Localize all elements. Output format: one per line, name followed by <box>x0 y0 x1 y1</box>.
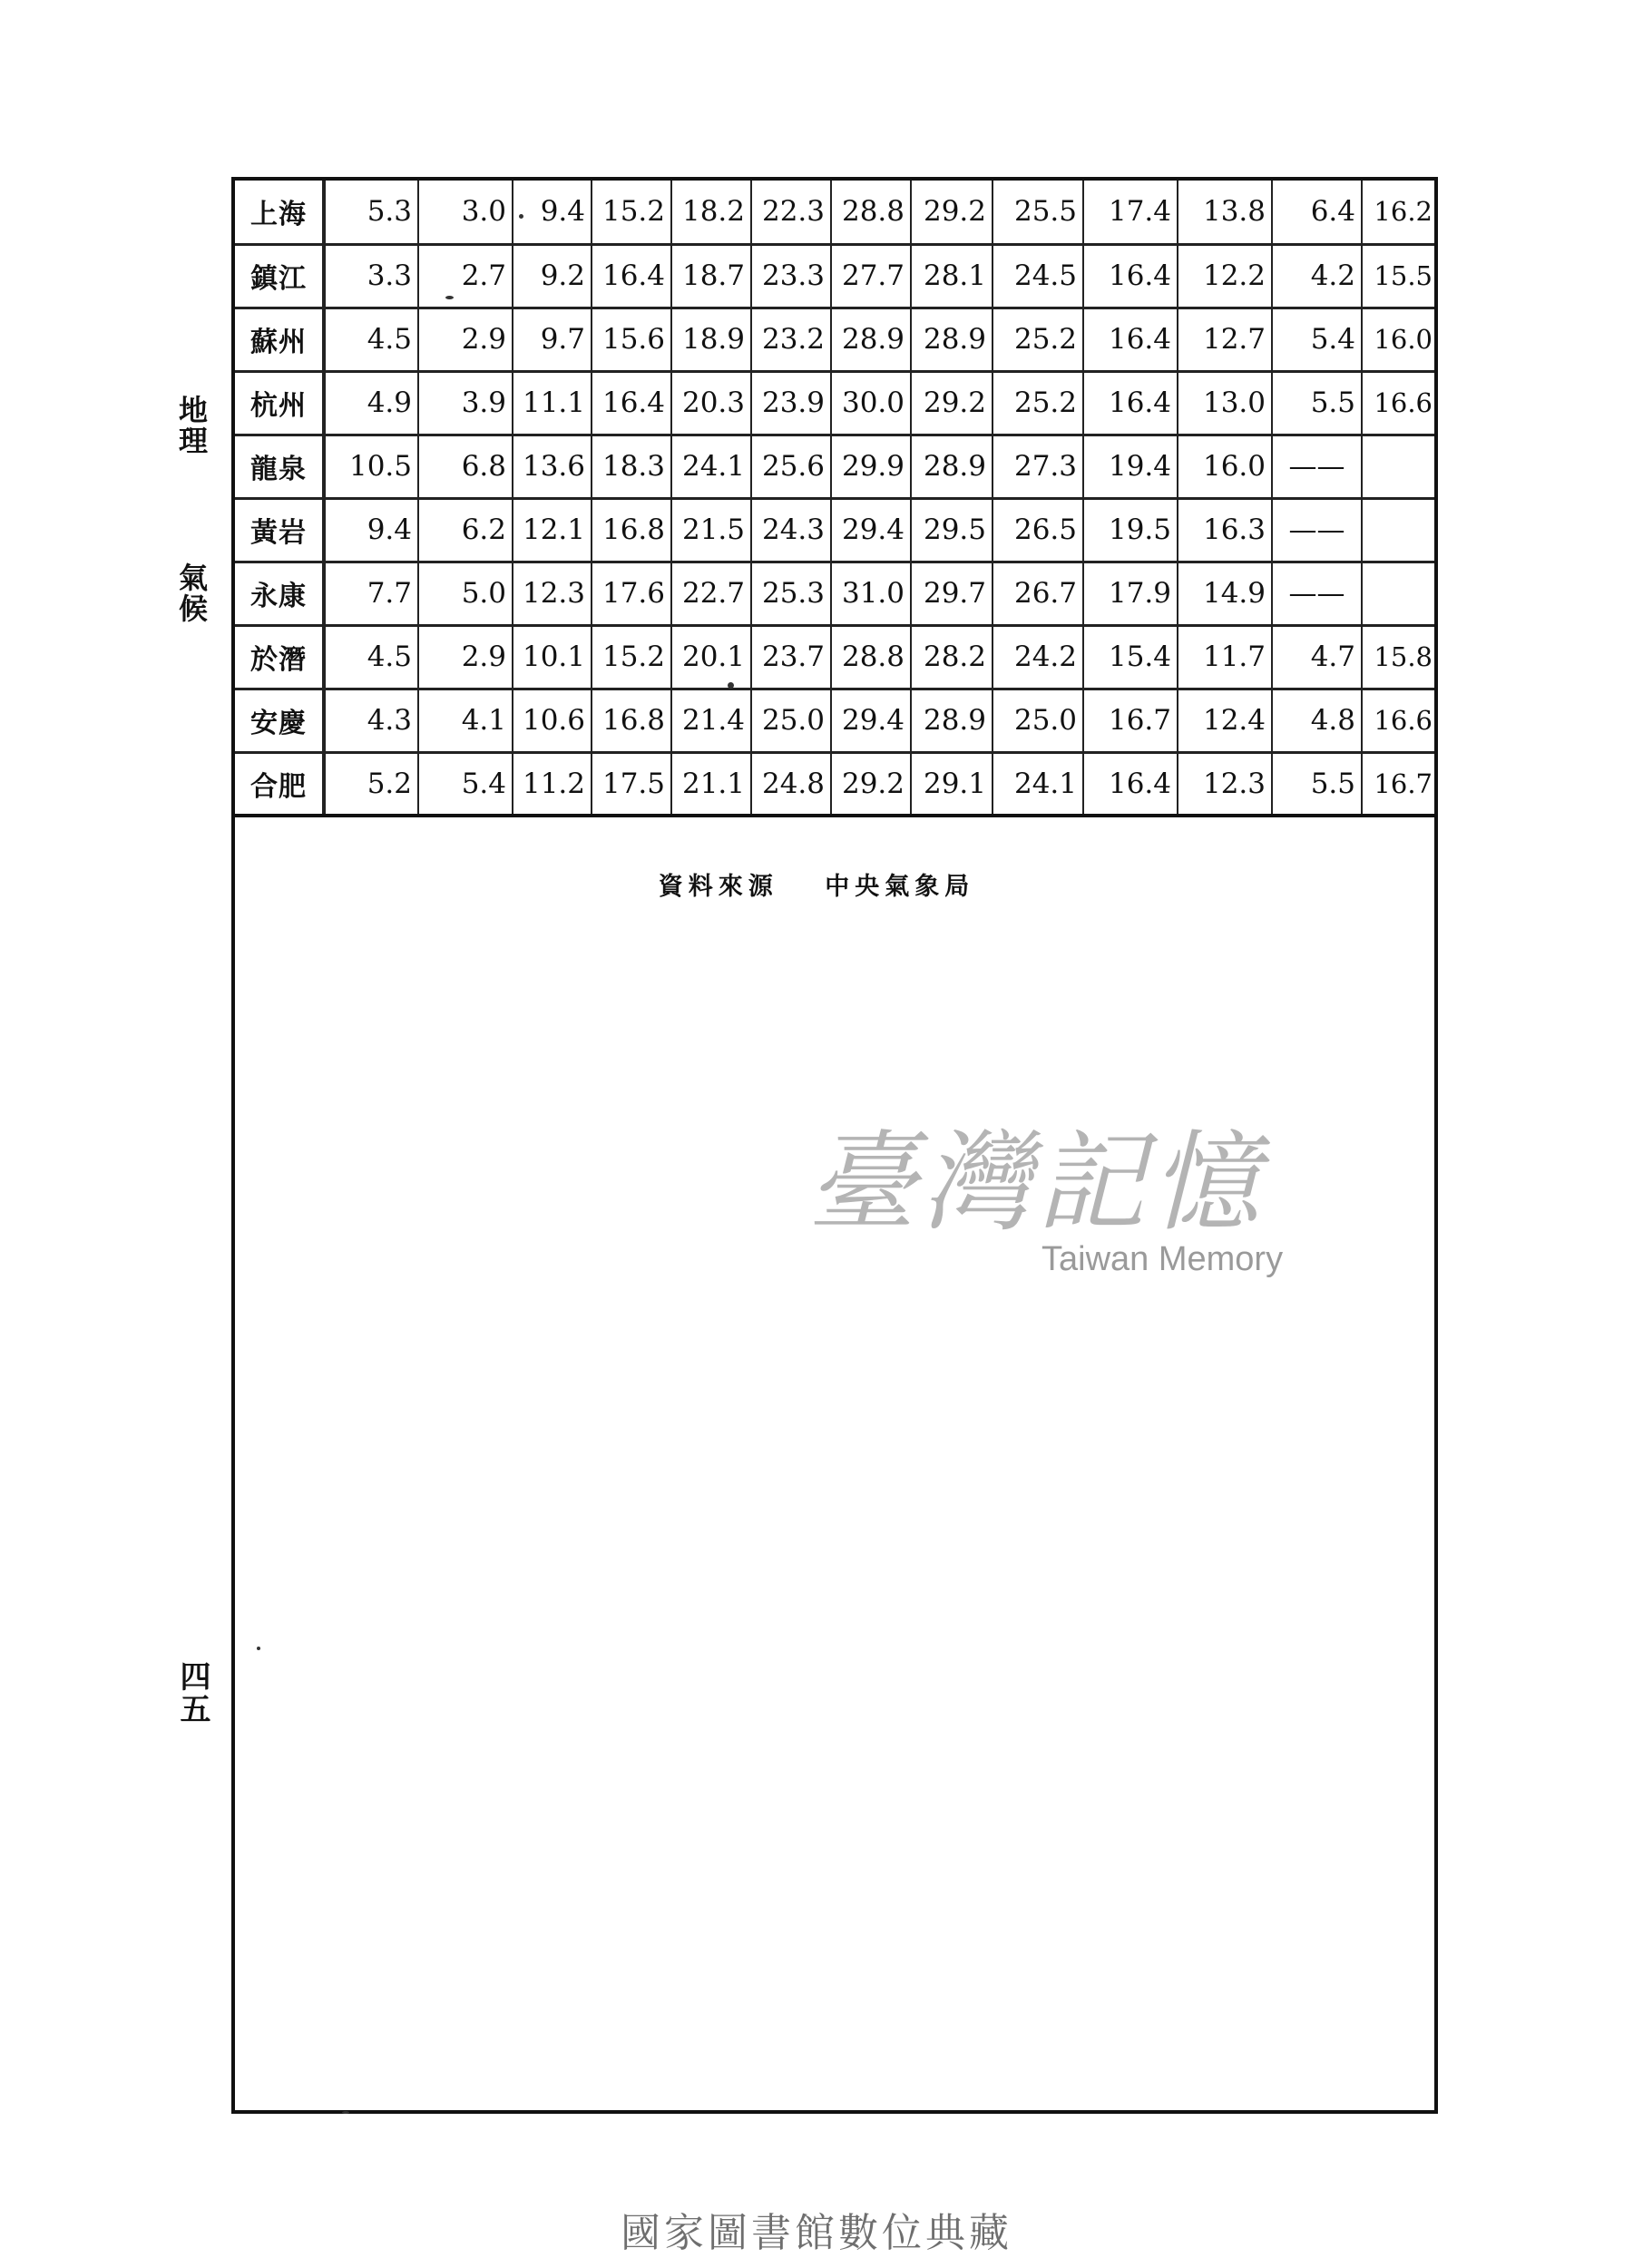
value-cell: 15.6 <box>592 308 671 371</box>
value-cell: 16.4 <box>592 244 671 308</box>
value-cell: 5.4 <box>418 752 513 816</box>
value-cell: 15.2 <box>592 625 671 689</box>
value-cell: 9.2 <box>513 244 592 308</box>
value-cell: 12.2 <box>1178 244 1272 308</box>
value-cell: 16.0 <box>1362 308 1434 371</box>
value-cell: 28.1 <box>911 244 993 308</box>
margin-section-title: 氣候 <box>174 562 209 624</box>
value-cell: 30.0 <box>831 371 911 435</box>
page-number: 四五 <box>174 1660 210 1725</box>
value-cell: 12.3 <box>1178 752 1272 816</box>
margin-book-title: 地理 <box>174 395 209 456</box>
value-cell: 10.5 <box>324 435 418 498</box>
value-cell: 31.0 <box>831 562 911 625</box>
value-cell: 13.6 <box>513 435 592 498</box>
value-cell: 24.5 <box>993 244 1083 308</box>
value-cell: 23.2 <box>751 308 831 371</box>
data-source-line <box>0 866 1633 902</box>
table-row <box>235 308 1434 371</box>
table-row <box>235 435 1434 498</box>
value-cell: 24.1 <box>671 435 751 498</box>
value-cell: 4.1 <box>418 689 513 752</box>
value-cell: 24.2 <box>993 625 1083 689</box>
value-cell: 14.9 <box>1178 562 1272 625</box>
value-cell: 23.9 <box>751 371 831 435</box>
value-cell: 21.5 <box>671 498 751 562</box>
table-row <box>235 371 1434 435</box>
value-cell <box>1362 498 1434 562</box>
value-cell <box>1362 435 1434 498</box>
value-cell: 25.6 <box>751 435 831 498</box>
value-cell: 21.1 <box>671 752 751 816</box>
value-cell: 4.7 <box>1272 625 1362 689</box>
value-cell: 25.3 <box>751 562 831 625</box>
value-cell: 2.7 <box>418 244 513 308</box>
value-cell: 13.8 <box>1178 181 1272 244</box>
value-cell: 24.3 <box>751 498 831 562</box>
table-row <box>235 244 1434 308</box>
value-cell: 16.6 <box>1362 689 1434 752</box>
value-cell <box>1362 562 1434 625</box>
value-cell: 4.3 <box>324 689 418 752</box>
value-cell: 28.9 <box>911 308 993 371</box>
value-cell: 15.5 <box>1362 244 1434 308</box>
value-cell: 4.5 <box>324 625 418 689</box>
value-cell: 24.8 <box>751 752 831 816</box>
value-cell: 6.4 <box>1272 181 1362 244</box>
value-cell: 20.1 <box>671 625 751 689</box>
value-cell: 19.4 <box>1083 435 1178 498</box>
value-cell: 25.2 <box>993 371 1083 435</box>
city-cell: 於潛 <box>235 625 324 689</box>
value-cell: 7.7 <box>324 562 418 625</box>
value-cell: 4.9 <box>324 371 418 435</box>
city-cell: 龍泉 <box>235 435 324 498</box>
value-cell: 28.8 <box>831 181 911 244</box>
print-speck <box>728 682 734 689</box>
print-speck <box>257 1647 260 1650</box>
value-cell: 29.1 <box>911 752 993 816</box>
value-cell: 23.3 <box>751 244 831 308</box>
value-cell: 9.4 <box>324 498 418 562</box>
value-cell: 22.7 <box>671 562 751 625</box>
value-cell: 29.7 <box>911 562 993 625</box>
temperature-table <box>235 181 1434 817</box>
city-cell: 杭州 <box>235 371 324 435</box>
print-speck <box>519 214 523 219</box>
value-cell: 15.4 <box>1083 625 1178 689</box>
value-cell: 29.9 <box>831 435 911 498</box>
value-cell: 16.2 <box>1362 181 1434 244</box>
table-row <box>235 562 1434 625</box>
table-row <box>235 752 1434 816</box>
value-cell: 6.2 <box>418 498 513 562</box>
value-cell: 3.9 <box>418 371 513 435</box>
value-cell: 12.1 <box>513 498 592 562</box>
value-cell: 27.3 <box>993 435 1083 498</box>
watermark <box>807 1120 1315 1279</box>
value-cell: —— <box>1272 435 1362 498</box>
table-row <box>235 689 1434 752</box>
value-cell: 5.0 <box>418 562 513 625</box>
table-row <box>235 181 1434 244</box>
value-cell: 11.7 <box>1178 625 1272 689</box>
value-cell: 20.3 <box>671 371 751 435</box>
value-cell: 4.2 <box>1272 244 1362 308</box>
value-cell: 4.5 <box>324 308 418 371</box>
value-cell: 18.3 <box>592 435 671 498</box>
city-cell: 合肥 <box>235 752 324 816</box>
source-label: 資料來源 <box>658 873 778 901</box>
value-cell: 2.9 <box>418 308 513 371</box>
watermark-english: Taiwan Memory <box>1041 1240 1284 1278</box>
watermark-chinese: 臺灣記憶 <box>807 1120 1265 1246</box>
value-cell: 17.6 <box>592 562 671 625</box>
value-cell: 6.8 <box>418 435 513 498</box>
value-cell: 16.3 <box>1178 498 1272 562</box>
value-cell: 9.7 <box>513 308 592 371</box>
source-agency: 中央氣象局 <box>825 873 975 901</box>
value-cell: 3.3 <box>324 244 418 308</box>
value-cell: 18.9 <box>671 308 751 371</box>
print-speck <box>445 296 454 299</box>
value-cell: 17.9 <box>1083 562 1178 625</box>
value-cell: 22.3 <box>751 181 831 244</box>
value-cell: 28.8 <box>831 625 911 689</box>
value-cell: 16.7 <box>1083 689 1178 752</box>
value-cell: 2.9 <box>418 625 513 689</box>
value-cell: 29.4 <box>831 689 911 752</box>
city-cell: 黃岩 <box>235 498 324 562</box>
value-cell: 21.4 <box>671 689 751 752</box>
value-cell: 16.4 <box>1083 308 1178 371</box>
city-cell: 上海 <box>235 181 324 244</box>
value-cell: 27.7 <box>831 244 911 308</box>
value-cell: 28.9 <box>911 689 993 752</box>
city-cell: 鎮江 <box>235 244 324 308</box>
value-cell: 29.2 <box>911 181 993 244</box>
value-cell: 29.2 <box>831 752 911 816</box>
value-cell: —— <box>1272 562 1362 625</box>
value-cell: 15.8 <box>1362 625 1434 689</box>
value-cell: 18.7 <box>671 244 751 308</box>
value-cell: —— <box>1272 498 1362 562</box>
value-cell: 13.0 <box>1178 371 1272 435</box>
value-cell: 26.5 <box>993 498 1083 562</box>
value-cell: 23.7 <box>751 625 831 689</box>
value-cell: 16.4 <box>1083 752 1178 816</box>
value-cell: 10.6 <box>513 689 592 752</box>
value-cell: 25.0 <box>751 689 831 752</box>
table-row <box>235 498 1434 562</box>
archive-footer: 國家圖書館數位典藏 <box>621 2210 1012 2256</box>
value-cell: 12.3 <box>513 562 592 625</box>
value-cell: 17.5 <box>592 752 671 816</box>
value-cell: 12.4 <box>1178 689 1272 752</box>
value-cell: 25.5 <box>993 181 1083 244</box>
city-cell: 安慶 <box>235 689 324 752</box>
value-cell: 28.2 <box>911 625 993 689</box>
print-speck <box>342 2111 349 2114</box>
city-cell: 永康 <box>235 562 324 625</box>
value-cell: 17.4 <box>1083 181 1178 244</box>
value-cell: 4.8 <box>1272 689 1362 752</box>
value-cell: 15.2 <box>592 181 671 244</box>
value-cell: 29.2 <box>911 371 993 435</box>
value-cell: 5.3 <box>324 181 418 244</box>
value-cell: 28.9 <box>911 435 993 498</box>
value-cell: 25.0 <box>993 689 1083 752</box>
value-cell: 29.4 <box>831 498 911 562</box>
value-cell: 11.2 <box>513 752 592 816</box>
value-cell: 11.1 <box>513 371 592 435</box>
city-cell: 蘇州 <box>235 308 324 371</box>
value-cell: 16.8 <box>592 498 671 562</box>
value-cell: 12.7 <box>1178 308 1272 371</box>
value-cell: 10.1 <box>513 625 592 689</box>
value-cell: 3.0 <box>418 181 513 244</box>
value-cell: 19.5 <box>1083 498 1178 562</box>
value-cell: 16.4 <box>1083 244 1178 308</box>
value-cell: 5.5 <box>1272 371 1362 435</box>
value-cell: 16.7 <box>1362 752 1434 816</box>
value-cell: 24.1 <box>993 752 1083 816</box>
value-cell: 28.9 <box>831 308 911 371</box>
value-cell: 5.4 <box>1272 308 1362 371</box>
value-cell: 5.5 <box>1272 752 1362 816</box>
value-cell: 16.0 <box>1178 435 1272 498</box>
value-cell: 16.4 <box>1083 371 1178 435</box>
table-row <box>235 625 1434 689</box>
value-cell: 9.4 <box>513 181 592 244</box>
value-cell: 16.6 <box>1362 371 1434 435</box>
value-cell: 26.7 <box>993 562 1083 625</box>
value-cell: 29.5 <box>911 498 993 562</box>
value-cell: 16.8 <box>592 689 671 752</box>
value-cell: 16.4 <box>592 371 671 435</box>
value-cell: 18.2 <box>671 181 751 244</box>
value-cell: 25.2 <box>993 308 1083 371</box>
value-cell: 5.2 <box>324 752 418 816</box>
